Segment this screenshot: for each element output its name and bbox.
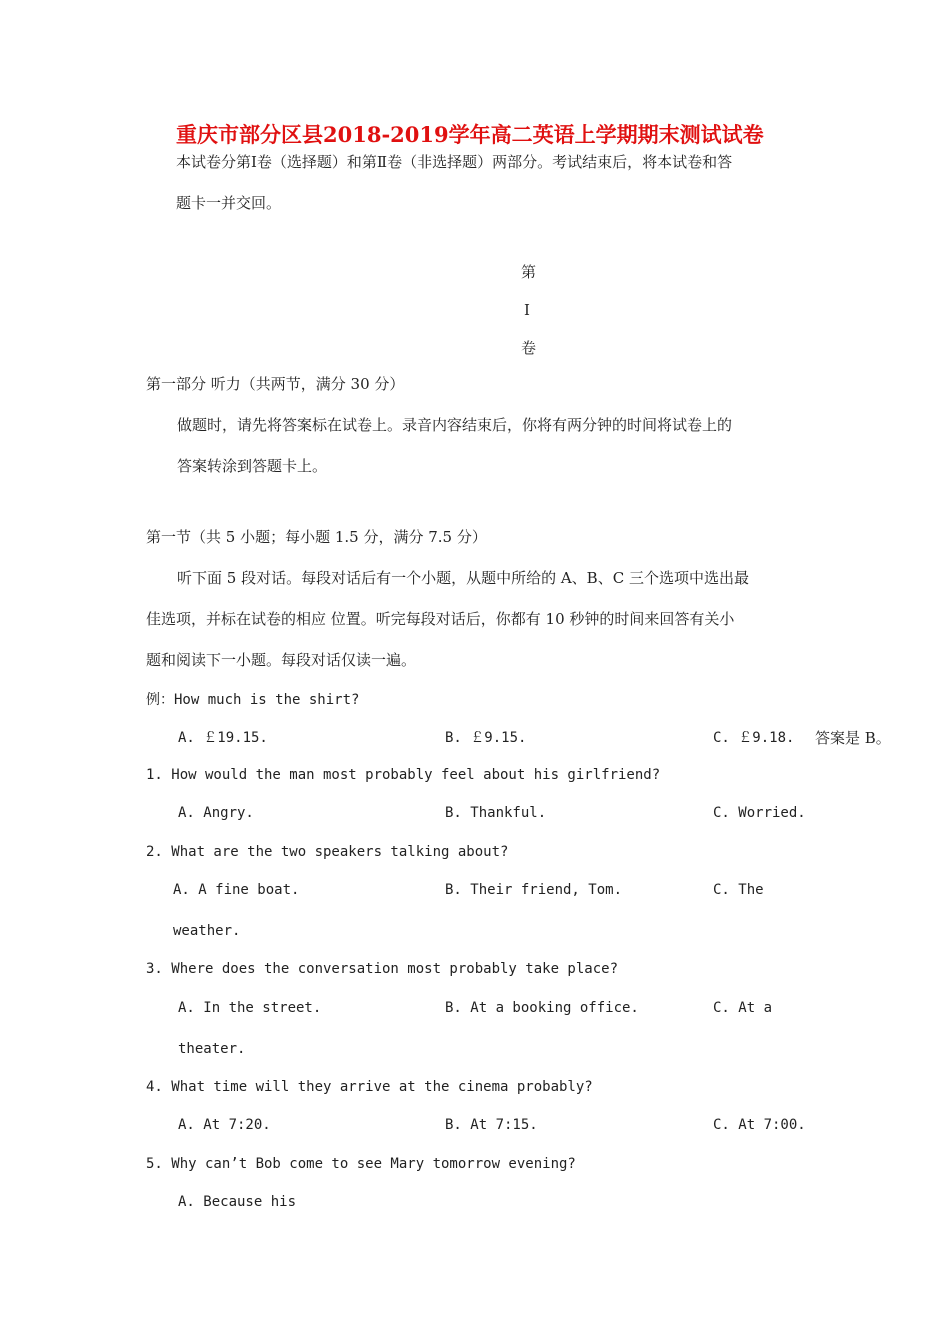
section1-instruction-2: 佳选项，并标在试卷的相应 位置。听完每段对话后，你都有 10 秒钟的时间来回答有关小: [146, 610, 735, 628]
intro-line-1: 本试卷分第Ⅰ卷（选择题）和第Ⅱ卷（非选择题）两部分。考试结束后，将本试卷和答: [176, 153, 733, 171]
question-5-option-a: A. Because his: [178, 1194, 297, 1210]
part1-instruction-2: 答案转涂到答题卡上。: [177, 457, 328, 475]
question-1-option-a: A. Angry.: [178, 805, 254, 821]
intro-line-2: 题卡一并交回。: [176, 194, 282, 212]
section1-instruction-3: 题和阅读下一小题。每段对话仅读一遍。: [146, 651, 417, 669]
section1-instruction-1: 听下面 5 段对话。每段对话后有一个小题，从题中所给的 A、B、C 三个选项中选出最: [177, 569, 749, 587]
question-4: 4. What time will they arrive at the cinema probably?: [146, 1079, 593, 1095]
page-title: 重庆市部分区县2018-2019学年高二英语上学期期末测试试卷: [176, 122, 764, 147]
example-option-b: B. ￡9.15.: [445, 730, 527, 746]
question-3-option-c-continued: theater.: [178, 1041, 246, 1057]
part1-heading: 第一部分 听力（共两节，满分 30 分）: [146, 375, 405, 393]
section1-heading: 第一节（共 5 小题；每小题 1.5 分，满分 7.5 分）: [146, 528, 487, 546]
question-3: 3. Where does the conversation most probably take place?: [146, 961, 619, 977]
question-2-option-c-continued: weather.: [173, 923, 241, 939]
question-2-option-a: A. A fine boat.: [173, 882, 300, 898]
question-2-option-b: B. Their friend, Tom.: [445, 882, 623, 898]
question-1-option-c: C. Worried.: [713, 805, 806, 821]
question-1: 1. How would the man most probably feel about his girlfriend?: [146, 767, 661, 783]
question-4-option-b: B. At 7:15.: [445, 1117, 538, 1133]
example-question: 例：How much is the shirt?: [146, 692, 360, 708]
volume-heading-3: 卷: [521, 339, 537, 357]
volume-heading-1: 第: [521, 263, 537, 281]
question-4-option-c: C. At 7:00.: [713, 1117, 806, 1133]
example-option-a: A. ￡19.15.: [178, 730, 268, 746]
question-3-option-b: B. At a booking office.: [445, 1000, 639, 1016]
example-answer: 答案是 B。: [815, 729, 891, 747]
question-2-option-c: C. The: [713, 882, 764, 898]
question-2: 2. What are the two speakers talking about?: [146, 844, 509, 860]
question-5: 5. Why can’t Bob come to see Mary tomorrow evening?: [146, 1156, 576, 1172]
part1-instruction-1: 做题时，请先将答案标在试卷上。录音内容结束后，你将有两分钟的时间将试卷上的: [177, 416, 733, 434]
question-4-option-a: A. At 7:20.: [178, 1117, 271, 1133]
question-1-option-b: B. Thankful.: [445, 805, 547, 821]
example-option-c: C. ￡9.18.: [713, 730, 795, 746]
question-3-option-a: A. In the street.: [178, 1000, 322, 1016]
volume-heading-2: Ⅰ: [524, 301, 530, 319]
question-3-option-c: C. At a: [713, 1000, 773, 1016]
